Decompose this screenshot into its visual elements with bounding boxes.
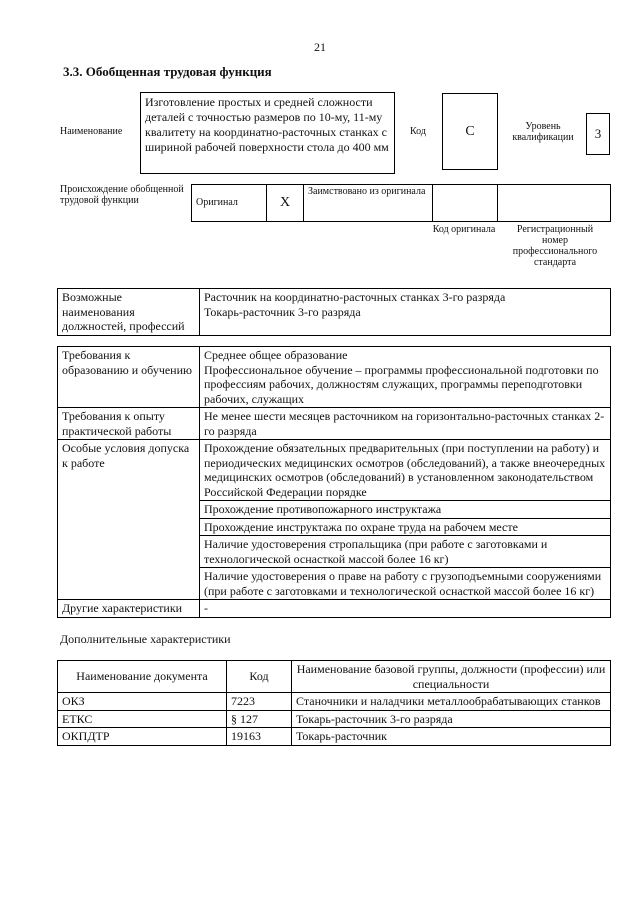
education-item: Среднее общее образование [204,348,348,362]
table-row [58,693,611,711]
reg-number-label: Регистрационный номер профессионального стандарта [512,224,598,268]
doc-name-cell: ОКЗ [58,693,227,711]
col-header: Наименование документа [58,661,227,693]
code-cell: 7223 [227,693,292,711]
code-value: C [442,93,498,170]
borrowed-label: Заимствовано из оригинала [304,185,433,222]
positions-table [57,288,611,336]
code-cell: 19163 [227,728,292,746]
position-item: Расточник на координатно-расточных станках 3-го разряда [204,290,506,304]
reg-number-cell [498,185,611,222]
experience-value: Не менее шести месяцев расточником на горизонтально-расточных станках 2-го разряда [200,408,611,440]
requirements-table [57,346,611,618]
specialty-cell: Токарь-расточник 3-го разряда [292,710,611,728]
special-item: Прохождение противопожарного инструктажа [200,501,611,519]
col-header: Код [227,661,292,693]
doc-name-cell: ЕТКС [58,710,227,728]
special-item: Прохождение обязательных предварительных (при поступлении на работу) и периодических медицинских осмотров (обследований), а также внеочередных медицинских осмотров (обследований) в установленном законодательством Российской Федерации порядке [200,440,611,501]
specialty-cell: Станочники и наладчики металлообрабатывающих станков [292,693,611,711]
other-label: Другие характеристики [58,600,200,618]
additional-title: Дополнительные характеристики [60,632,231,646]
page-number: 21 [314,40,326,54]
education-values [200,347,611,408]
specialty-cell: Токарь-расточник [292,728,611,746]
col-header: Наименование базовой группы, должности (профессии) или специальности [292,661,611,693]
positions-values [200,289,611,336]
origin-label: Происхождение обобщенной трудовой функции [60,184,184,206]
section-title: 3.3. Обобщенная трудовая функция [63,64,272,79]
experience-label: Требования к опыту практической работы [58,408,200,440]
doc-name-cell: ОКПДТР [58,728,227,746]
code-label: Код [410,126,426,137]
code-original-cell [433,185,498,222]
additional-table [57,660,611,746]
code-original-label: Код оригинала [432,224,496,235]
original-mark: X [267,185,304,222]
special-item: Наличие удостоверения стропальщика (при работе с заготовками и технологической оснасткой массой более 16 кг) [200,536,611,568]
origin-table [191,184,611,222]
positions-label: Возможные наименования должностей, профессий [58,289,200,336]
education-label: Требования к образованию и обучению [58,347,200,408]
name-value: Изготовление простых и средней сложности деталей с точностью размеров по 10-му, 11-му квалитету на координатно-расточных станках с шириной рабочей поверхности стола до 400 мм [140,92,395,174]
table-row [58,710,611,728]
special-item: Прохождение инструктажа по охране труда на рабочем месте [200,518,611,536]
level-label: Уровень квалификации [512,121,574,143]
education-item: Профессиональное обучение – программы профессиональной подготовки по профессиям рабочих, должностям служащих, программы переподготовки рабочих, служащих [204,362,599,406]
name-label: Наименование [60,126,123,137]
level-value: 3 [586,113,610,155]
original-label: Оригинал [192,185,267,222]
position-item: Токарь-расточник 3-го разряда [204,304,361,319]
other-value: - [200,600,611,618]
table-row [58,728,611,746]
code-cell: § 127 [227,710,292,728]
special-label: Особые условия допуска к работе [58,440,200,600]
special-item: Наличие удостоверения о праве на работу с грузоподъемными сооружениями (при работе с заготовками и технологической оснасткой массой более 16 кг) [200,568,611,600]
